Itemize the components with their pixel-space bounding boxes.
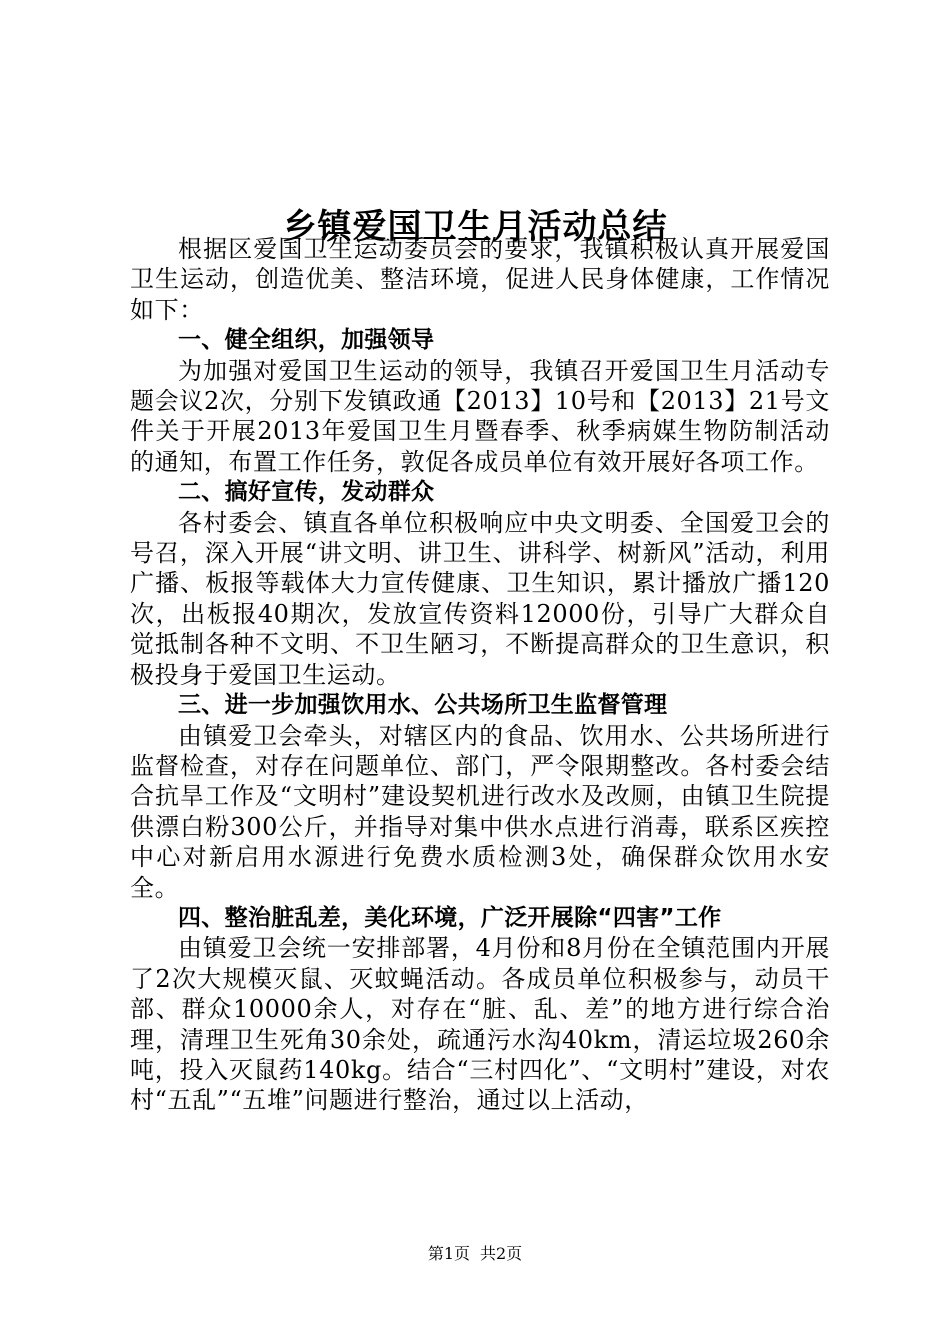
page-total: 共2页 [480, 1244, 523, 1263]
section-1-body: 为加强对爱国卫生运动的领导，我镇召开爱国卫生月活动专题会议2次，分别下发镇政通【2013】10号和【2013】21号文件关于开展2013年爱国卫生月暨春季、秋季病媒生物防制活动的通知，布置工作任务，敦促各成员单位有效开展好各项工作。 [130, 356, 830, 476]
document-title: 乡镇爱国卫生月活动总结 [282, 206, 668, 247]
page-number: 第1页 [427, 1244, 470, 1263]
section-2-heading: 二、搞好宣传，发动群众 [178, 479, 435, 506]
section-3-body: 由镇爱卫会牵头，对辖区内的食品、饮用水、公共场所进行监督检查，对存在问题单位、部门，严令限期整改。各村委会结合抗旱工作及“文明村”建设契机进行改水及改厕，由镇卫生院提供漂白粉300公斤，并指导对集中供水点进行消毒，联系区疾控中心对新启用水源进行免费水质检测3处，确保群众饮用水安全。 [130, 721, 830, 902]
page-footer [0, 1243, 950, 1265]
section-3-heading: 三、进一步加强饮用水、公共场所卫生监督管理 [178, 692, 668, 719]
section-2-body: 各村委会、镇直各单位积极响应中央文明委、全国爱卫会的号召，深入开展“讲文明、讲卫生、讲科学、树新风”活动，利用广播、板报等载体大力宣传健康、卫生知识，累计播放广播120次，出板报40期次，发放宣传资料12000份，引导广大群众自觉抵制各种不文明、不卫生陋习，不断提高群众的卫生意识，积极投身于爱国卫生运动。 [130, 508, 830, 689]
section-1-heading: 一、健全组织，加强领导 [178, 327, 435, 354]
document-body [130, 234, 830, 1116]
section-4-body: 由镇爱卫会统一安排部署，4月份和8月份在全镇范围内开展了2次大规模灭鼠、灭蚊蝇活动。各成员单位积极参与，动员干部、群众10000余人，对存在“脏、乱、差”的地方进行综合治理，清理卫生死角30余处，疏通污水沟40km，清运垃圾260余吨，投入灭鼠药140kg。结合“三村四化”、“文明村”建设，对农村“五乱”“五堆”问题进行整治，通过以上活动， [130, 934, 830, 1115]
intro-paragraph: 根据区爱国卫生运动委员会的要求，我镇积极认真开展爱国卫生运动，创造优美、整洁环境，促进人民身体健康，工作情况如下： [130, 235, 830, 324]
section-4-heading: 四、整治脏乱差，美化环境，广泛开展除“四害”工作 [178, 904, 722, 931]
